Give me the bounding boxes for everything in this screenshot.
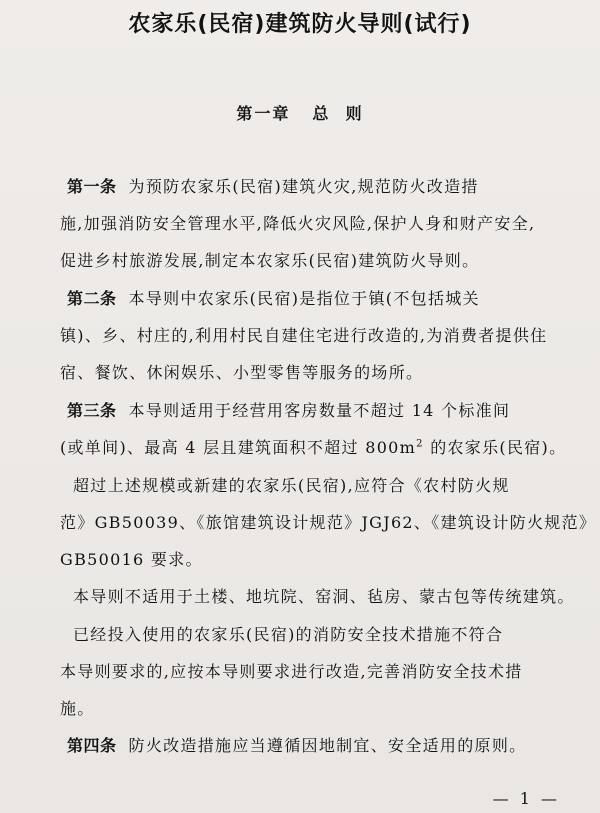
- article-3-line-2-text: (或单间)、最高 4 层且建筑面积不超过 800m: [60, 438, 417, 457]
- paragraph-3-line-3: 施。: [60, 699, 95, 718]
- article-2-line-1: [67, 288, 577, 310]
- chapter-heading: [0, 103, 600, 125]
- article-1-line-2: 施,加强消防安全管理水平,降低火灾风险,保护人身和财产安全,: [60, 214, 536, 233]
- article-3-label: 第三条: [67, 401, 117, 420]
- article-3-line-2: [60, 437, 570, 459]
- article-4-line-1: [67, 735, 577, 757]
- article-3-line-2-tail: 的农家乐(民宿)。: [430, 438, 567, 457]
- paragraph-1-line-1: 超过上述规模或新建的农家乐(民宿),应符合《农村防火规: [73, 476, 510, 495]
- paragraph-1-line-2: 范》GB50039、《旅馆建筑设计规范》JGJ62、《建筑设计防火规范》: [60, 513, 597, 532]
- article-2-line-2: 镇)、乡、村庄的,利用村民自建住宅进行改造的,为消费者提供住: [60, 326, 548, 345]
- article-2-line-3: 宿、餐饮、休闲娱乐、小型零售等服务的场所。: [60, 363, 424, 382]
- article-1-label: 第一条: [67, 177, 117, 196]
- chapter-name: 总 则: [312, 104, 364, 123]
- article-3-text: 本导则适用于经营用客房数量不超过 14 个标准间: [128, 401, 511, 420]
- article-2-label: 第二条: [67, 289, 117, 308]
- article-4-label: 第四条: [67, 736, 117, 755]
- article-2-text: 本导则中农家乐(民宿)是指位于镇(不包括城关: [128, 289, 480, 308]
- paragraph-1-line-3: GB50016 要求。: [60, 550, 203, 569]
- paragraph-2-line-1: 本导则不适用于土楼、地坑院、窑洞、毡房、蒙古包等传统建筑。: [73, 587, 575, 606]
- page-number: — 1 —: [492, 789, 560, 808]
- area-superscript: 2: [416, 438, 424, 450]
- paragraph-3-line-2: 本导则要求的,应按本导则要求进行改造,完善消防安全技术措: [60, 662, 523, 681]
- article-1-text: 为预防农家乐(民宿)建筑火灾,规范防火改造措: [128, 177, 479, 196]
- document-title: 农家乐(民宿)建筑防火导则(试行): [128, 12, 472, 37]
- article-4-text: 防火改造措施应当遵循因地制宜、安全适用的原则。: [128, 736, 527, 755]
- article-1-line-1: [67, 176, 577, 198]
- article-3-line-1: [67, 400, 577, 422]
- chapter-number: 第一章: [236, 104, 291, 123]
- article-1-line-3: 促进乡村旅游发展,制定本农家乐(民宿)建筑防火导则。: [60, 251, 480, 270]
- paragraph-3-line-1: 已经投入使用的农家乐(民宿)的消防安全技术措施不符合: [73, 625, 504, 644]
